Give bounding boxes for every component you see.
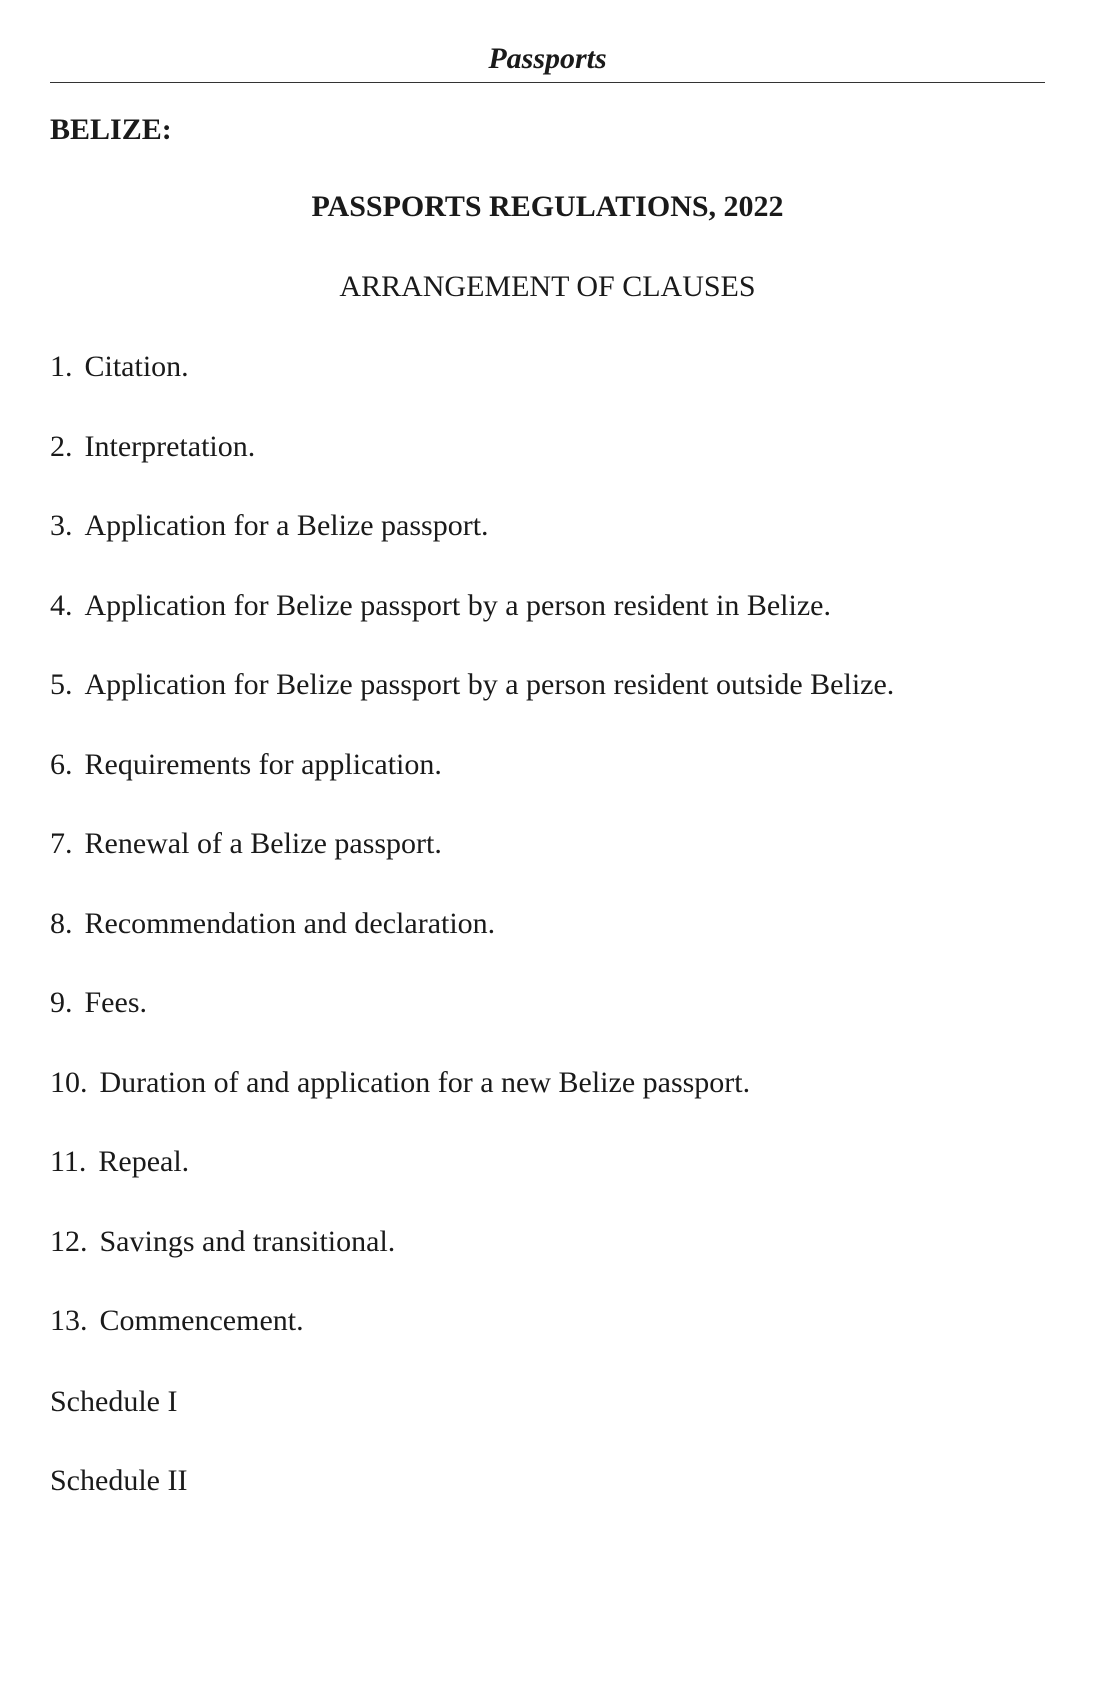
- clause-item: [50, 827, 1060, 907]
- clause-item: [50, 589, 1060, 669]
- clause-text: Repeal.: [98, 1145, 190, 1178]
- clause-list: [50, 350, 1060, 1384]
- clause-item: [50, 430, 1060, 510]
- clause-number: 8.: [50, 906, 73, 940]
- clause-number: 5.: [50, 668, 73, 701]
- clause-number: 4.: [50, 588, 73, 622]
- clause-item: [50, 1066, 1060, 1146]
- clause-item: [50, 1225, 1060, 1305]
- clause-item: [50, 668, 1060, 748]
- clause-item: [50, 509, 1060, 589]
- clause-number: 11.: [50, 1145, 87, 1178]
- clause-text: Application for a Belize passport.: [84, 509, 489, 542]
- clause-text: Savings and transitional.: [99, 1224, 396, 1258]
- clause-text: Application for Belize passport by a person resident in Belize.: [84, 588, 831, 622]
- arrangement-heading: ARRANGEMENT OF CLAUSES: [339, 270, 756, 303]
- clause-number: 13.: [50, 1304, 88, 1337]
- clause-number: 2.: [50, 429, 73, 463]
- clause-item: [50, 1304, 1060, 1384]
- clause-item: [50, 1145, 1060, 1225]
- clause-number: 3.: [50, 509, 73, 542]
- clause-text: Duration of and application for a new Belize passport.: [99, 1065, 751, 1099]
- clause-text: Interpretation.: [84, 429, 256, 463]
- clause-item: [50, 986, 1060, 1066]
- document-title: PASSPORTS REGULATIONS, 2022: [311, 190, 784, 223]
- clause-text: Commencement.: [99, 1304, 304, 1337]
- clause-text: Fees.: [84, 986, 147, 1019]
- clause-number: 6.: [50, 747, 73, 781]
- running-header: Passports: [488, 42, 607, 75]
- clause-number: 10.: [50, 1065, 88, 1099]
- schedule-list: [50, 1385, 187, 1543]
- clause-text: Application for Belize passport by a person resident outside Belize.: [84, 668, 895, 701]
- clause-item: [50, 748, 1060, 828]
- clause-text: Renewal of a Belize passport.: [84, 827, 442, 860]
- clause-text: Recommendation and declaration.: [84, 906, 496, 940]
- clause-number: 7.: [50, 827, 73, 860]
- clause-item: [50, 907, 1060, 987]
- clause-number: 9.: [50, 986, 73, 1019]
- jurisdiction-label: BELIZE:: [50, 113, 172, 146]
- clause-text: Citation.: [84, 350, 189, 383]
- clause-number: 1.: [50, 350, 73, 383]
- clause-item: [50, 350, 1060, 430]
- schedule-item: Schedule II: [50, 1464, 188, 1497]
- header-divider: [50, 82, 1045, 83]
- clause-number: 12.: [50, 1224, 88, 1258]
- schedule-item: Schedule I: [50, 1385, 178, 1418]
- clause-text: Requirements for application.: [84, 747, 442, 781]
